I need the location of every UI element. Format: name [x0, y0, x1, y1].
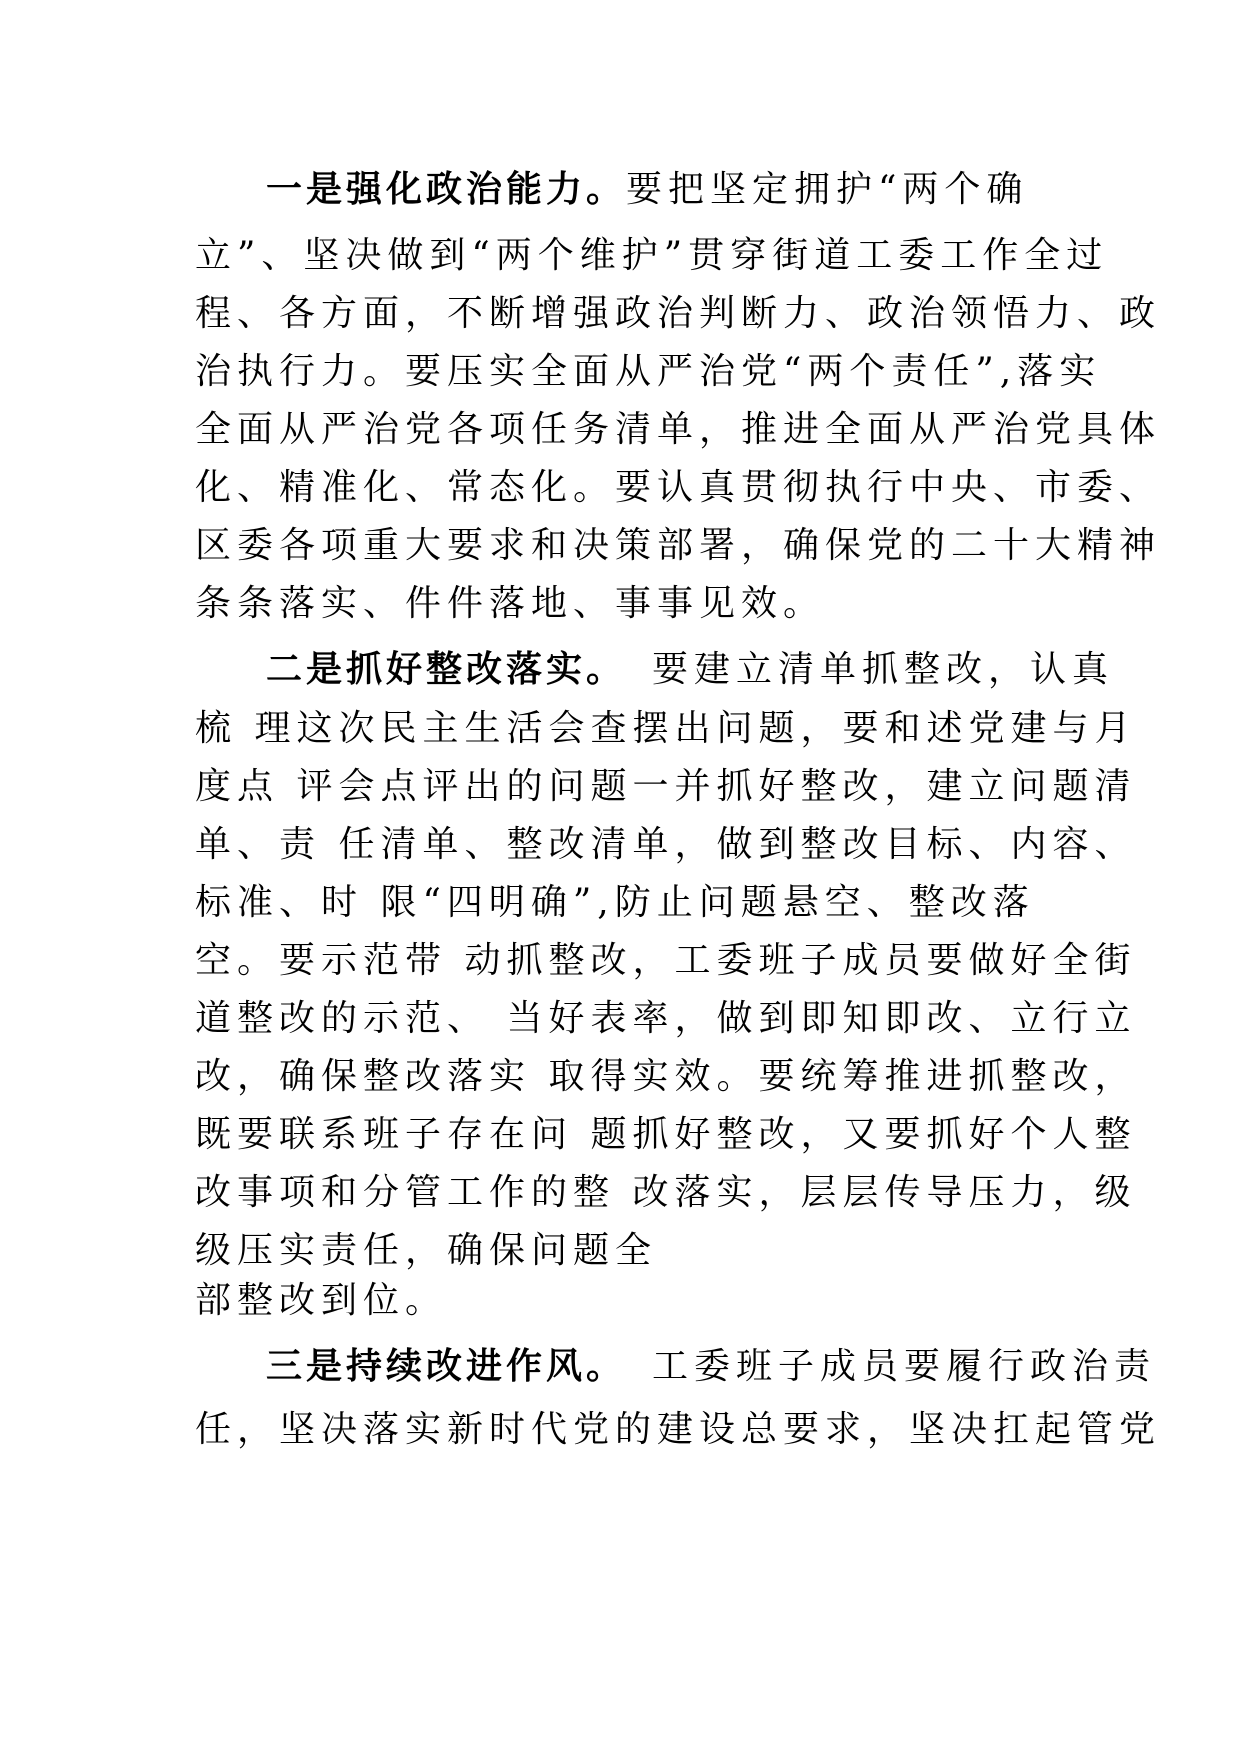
- paragraph-3-heading: 三是持续改进作风。: [266, 1346, 627, 1387]
- paragraph-3-text: 工委班子成员要履行政治责: [652, 1346, 1157, 1387]
- paragraph-2-line-3: 度点 评会点评出的问题一并抓好整改，建立问题清: [195, 766, 1137, 807]
- paragraph-2-line-11: 级压实责任，确保问题全: [195, 1230, 658, 1271]
- paragraph-2-line-10: 改事项和分管工作的整 改落实，层层传导压力，级: [195, 1172, 1137, 1213]
- paragraph-2-heading: 二是抓好整改落实。: [266, 649, 627, 690]
- paragraph-1-heading: 一是强化政治能力。: [266, 169, 627, 210]
- paragraph-1-line-3: 程、各方面，不断增强政治判断力、政治领悟力、政: [195, 293, 1162, 334]
- paragraph-3-line-1: [266, 1343, 1156, 1391]
- paragraph-2-line-12: 部整改到位。: [195, 1280, 448, 1321]
- paragraph-1-line-2: 立”、坚决做到“两个维护”贯穿街道工委工作全过: [195, 235, 1109, 276]
- paragraph-1-line-6: 化、精准化、常态化。要认真贯彻执行中央、市委、: [195, 467, 1162, 508]
- paragraph-1-text: 要把坚定拥护“两个确: [626, 169, 1029, 210]
- paragraph-2-line-9: 既要联系班子存在问 题抓好整改，又要抓好个人整: [195, 1114, 1137, 1155]
- paragraph-2-line-1: [266, 646, 1114, 694]
- paragraph-1-line-8: 条条落实、件件落地、事事见效。: [195, 583, 826, 624]
- paragraph-2-line-7: 道整改的示范、 当好表率，做到即知即改、立行立: [195, 998, 1137, 1039]
- paragraph-1-line-1: [266, 166, 1028, 214]
- paragraph-2-line-8: 改，确保整改落实 取得实效。要统筹推进抓整改，: [195, 1056, 1137, 1097]
- paragraph-2-line-2: 梳 理这次民主生活会查摆出问题，要和述党建与月: [195, 708, 1137, 749]
- paragraph-1-line-4: 治执行力。要压实全面从严治党“两个责任”,落实: [195, 351, 1102, 392]
- paragraph-3-line-2: 任，坚决落实新时代党的建设总要求，坚决扛起管党: [195, 1409, 1162, 1450]
- paragraph-1-line-7: 区委各项重大要求和决策部署，确保党的二十大精神: [195, 525, 1162, 566]
- paragraph-1-line-5: 全面从严治党各项任务清单，推进全面从严治党具体: [195, 409, 1162, 450]
- paragraph-2-line-6: 空。要示范带 动抓整改，工委班子成员要做好全街: [195, 940, 1137, 981]
- paragraph-2-line-4: 单、责 任清单、整改清单，做到整改目标、内容、: [195, 824, 1137, 865]
- paragraph-2-line-5: 标准、时 限“四明确”,防止问题悬空、整改落: [195, 882, 1035, 923]
- paragraph-2-text: 要建立清单抓整改，认真: [652, 649, 1115, 690]
